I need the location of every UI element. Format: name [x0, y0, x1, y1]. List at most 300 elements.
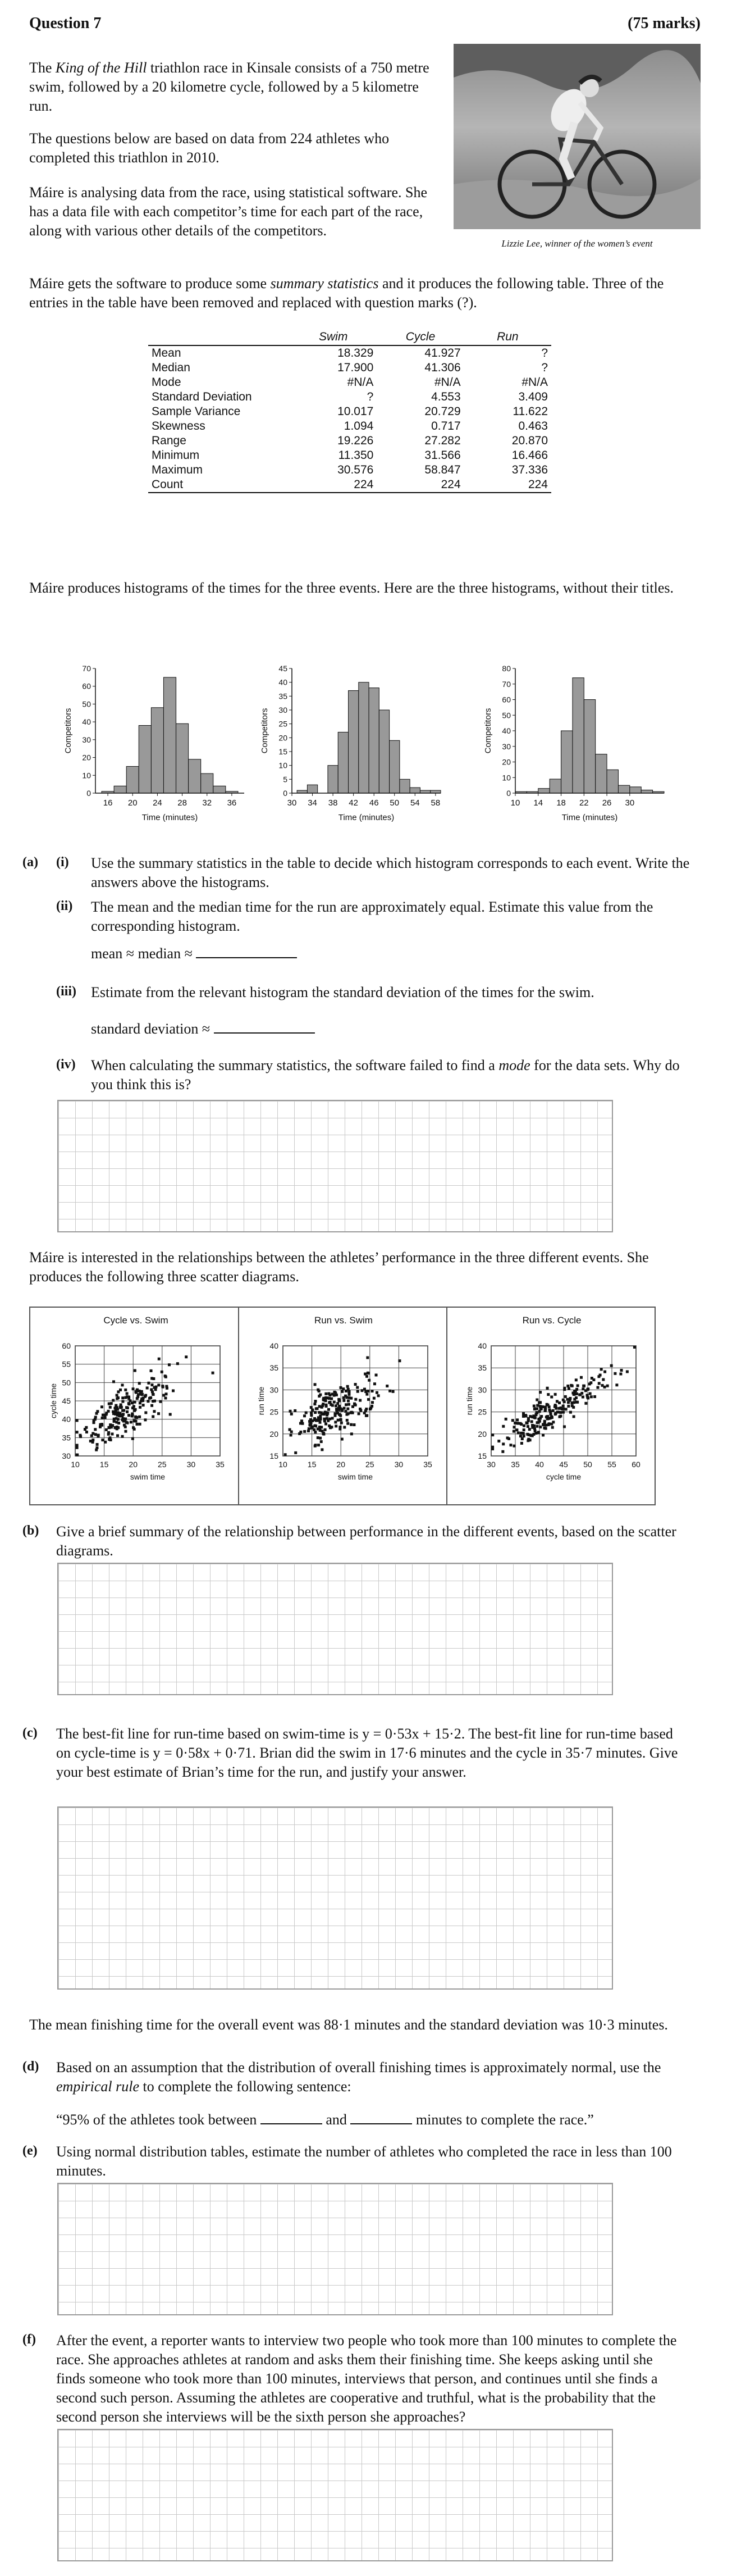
y-tick-label: 20 [478, 1429, 487, 1439]
scatter-point [85, 1431, 88, 1433]
scatter-point [126, 1392, 129, 1395]
histogram-bar [139, 725, 151, 793]
scatter-point [309, 1424, 312, 1427]
y-tick-label: 30 [278, 706, 287, 714]
scatter-point [603, 1386, 606, 1389]
part-e-label: (e) [22, 2143, 38, 2158]
scatter-point [121, 1435, 124, 1438]
scatter-point [577, 1384, 579, 1387]
scatter-point [161, 1385, 164, 1387]
x-tick-label: 35 [511, 1460, 520, 1469]
question-title: Question 7 [29, 15, 102, 32]
scatter-point [375, 1373, 378, 1376]
scatter-point [347, 1403, 350, 1406]
y-tick-label: 60 [62, 1341, 71, 1350]
scatter-point [348, 1390, 351, 1393]
photo-caption: Lizzie Lee, winner of the women’s event [501, 238, 653, 249]
scatter-point [340, 1422, 343, 1424]
stat-label: Count [152, 478, 184, 491]
scatter-point [520, 1432, 523, 1435]
scatter-run-vs-swim [241, 1310, 446, 1501]
cycle-value: 41.927 [424, 347, 461, 359]
histogram-bar [369, 688, 379, 793]
x-tick-label: 10 [71, 1460, 80, 1469]
scatter-point [76, 1446, 79, 1449]
x-axis-label: swim time [337, 1472, 373, 1481]
scatter-point [310, 1427, 313, 1430]
scatter-point [563, 1425, 566, 1428]
x-tick-label: 45 [559, 1460, 568, 1469]
scatter-point [533, 1427, 536, 1430]
scatter-point [563, 1388, 566, 1391]
scatter-point [534, 1432, 537, 1435]
answer-blank-upper[interactable] [350, 2110, 412, 2124]
scatter-point [116, 1412, 118, 1414]
scatter-point [115, 1421, 118, 1423]
y-tick-label: 35 [62, 1433, 71, 1442]
scatter-point [528, 1428, 531, 1431]
x-tick-label: 22 [579, 798, 589, 808]
scatter-point [317, 1436, 319, 1439]
scatter-point [548, 1417, 551, 1420]
x-tick-label: 30 [394, 1460, 404, 1469]
y-tick-label: 30 [502, 741, 511, 751]
scatter-point [505, 1418, 507, 1421]
x-tick-label: 10 [510, 798, 520, 808]
answer-grid-e[interactable] [57, 2183, 613, 2315]
part-a-ii-label: (ii) [56, 899, 73, 913]
stat-label: Minimum [152, 449, 200, 462]
scatter-point [535, 1413, 538, 1416]
scatter-point [315, 1419, 318, 1422]
scatter-point [350, 1432, 353, 1435]
scatter-point [118, 1414, 121, 1417]
y-tick-label: 30 [269, 1385, 278, 1395]
scatter-point [536, 1398, 538, 1401]
scatter-point [368, 1379, 370, 1382]
scatter-point [351, 1405, 354, 1408]
histogram-bar [338, 732, 348, 793]
answer-grid-a[interactable] [57, 1100, 613, 1232]
scatter-point [572, 1406, 575, 1409]
scatter-point [153, 1386, 156, 1389]
y-tick-label: 25 [478, 1407, 487, 1417]
scatter-point [298, 1432, 301, 1435]
part-b-text: Give a brief summary of the relationship between performance in the different events, based on the scatter diagrams. [56, 1523, 676, 1559]
scatter-point [150, 1369, 153, 1372]
cyclist-photo [454, 44, 701, 229]
scatter-point [139, 1406, 141, 1409]
scatter-point [152, 1415, 154, 1418]
scatter-point [150, 1388, 153, 1391]
x-tick-label: 58 [431, 798, 441, 808]
histogram-bar [618, 785, 629, 793]
scatter-point [491, 1446, 494, 1449]
answer-grid-f[interactable] [57, 2429, 613, 2561]
answer-grid-b[interactable] [57, 1563, 613, 1695]
scatter-point [550, 1413, 552, 1416]
intro-paragraph-2: The questions below are based on data from 224 athletes who completed this triathlon in 2010. [29, 130, 390, 166]
scatter-point [112, 1380, 115, 1383]
part-c-label: (c) [22, 1726, 38, 1740]
scatter-point [598, 1382, 601, 1385]
scatter-point [497, 1440, 500, 1442]
scatter-point [542, 1433, 545, 1436]
scatter-point [559, 1414, 562, 1417]
y-axis-label: Competitors [260, 708, 269, 754]
run-value: ? [541, 347, 548, 359]
run-value: ? [541, 361, 548, 374]
scatter-point [111, 1432, 113, 1435]
scatter-point [131, 1407, 134, 1409]
scatter-cycle-vs-swim [34, 1310, 238, 1501]
scatter-point [147, 1382, 150, 1385]
column-header-run: Run [497, 330, 519, 343]
part-d-text: Based on an assumption that the distribution of overall finishing times is approximately normal, use the empirical rule to complete the following sentence: [56, 2059, 661, 2095]
scatter-point [589, 1381, 592, 1384]
histogram-bar [151, 708, 163, 793]
scatter-point [76, 1444, 79, 1446]
scatter-point [76, 1419, 79, 1422]
cycle-value: 31.566 [424, 449, 461, 462]
scatter-point [307, 1430, 310, 1432]
y-tick-label: 35 [278, 691, 287, 701]
scatter-point [353, 1423, 355, 1426]
scatter-point [365, 1375, 368, 1378]
scatter-point [547, 1393, 550, 1396]
scatter-point [317, 1427, 319, 1430]
scatter-point [369, 1408, 372, 1410]
scatter-point [533, 1405, 536, 1408]
scatter-point [619, 1372, 622, 1375]
table-row [148, 448, 551, 463]
cycle-value: 27.282 [424, 434, 461, 447]
scatter-point [97, 1435, 99, 1437]
scatter-point [569, 1411, 572, 1414]
x-tick-label: 15 [307, 1460, 317, 1469]
scatter-point [115, 1417, 118, 1420]
answer-blank-lower[interactable] [260, 2110, 322, 2124]
scatter-point [94, 1433, 97, 1436]
scatter-point [120, 1406, 123, 1409]
scatter-point [164, 1397, 167, 1400]
cycle-value: 41.306 [424, 361, 461, 374]
scatter-point [303, 1414, 306, 1417]
plot-frame [283, 1346, 428, 1456]
scatter-point [79, 1434, 81, 1437]
x-axis-label: Time (minutes) [561, 813, 618, 822]
histogram-bar [596, 754, 607, 793]
scatter-point [550, 1395, 553, 1398]
scatter-point [320, 1440, 323, 1443]
swim-value: 18.329 [337, 347, 374, 359]
scatter-point [322, 1398, 325, 1401]
scatter-point [370, 1405, 373, 1408]
part-a-iv-label: (iv) [56, 1057, 76, 1072]
scatter-point [552, 1409, 555, 1412]
scatter-point [153, 1400, 156, 1403]
histogram-bar [114, 786, 126, 793]
scatter-point [104, 1416, 107, 1419]
y-tick-label: 10 [278, 761, 287, 770]
scatter-point [575, 1378, 578, 1381]
x-tick-label: 30 [487, 1460, 496, 1469]
scatter-point [140, 1393, 143, 1396]
x-tick-label: 16 [103, 798, 113, 808]
scatter-point [511, 1419, 514, 1422]
scatter-point [122, 1420, 125, 1423]
scatter-point [359, 1399, 362, 1401]
scatter-point [336, 1402, 339, 1405]
scatter-point [322, 1433, 325, 1436]
swim-value: ? [367, 390, 374, 403]
scatter-point [169, 1413, 172, 1416]
scatter-point [116, 1394, 118, 1396]
x-tick-label: 18 [556, 798, 566, 808]
scatter-point [121, 1400, 124, 1403]
scatter-point [185, 1355, 187, 1358]
scatter-point [138, 1416, 141, 1418]
histogram-bar [641, 790, 652, 793]
scatter-point [314, 1424, 317, 1427]
y-tick-label: 70 [82, 664, 91, 673]
scatter-point [528, 1433, 530, 1436]
y-tick-label: 35 [269, 1363, 278, 1373]
scatter-point [136, 1423, 139, 1426]
scatter-point [100, 1424, 103, 1427]
scatter-point [534, 1408, 537, 1410]
scatter-point [543, 1427, 546, 1430]
scatter-point [338, 1409, 341, 1412]
histogram-bar [607, 770, 618, 793]
scatter-point [289, 1428, 291, 1431]
histogram-bar [163, 677, 176, 793]
y-tick-label: 60 [82, 681, 91, 691]
scatter-point [554, 1413, 557, 1416]
scatter-point [398, 1359, 401, 1362]
swim-value: 1.094 [344, 420, 374, 433]
y-tick-label: 0 [86, 789, 91, 798]
scatter-point [144, 1411, 147, 1414]
histogram-bar [584, 700, 595, 794]
x-tick-label: 25 [365, 1460, 374, 1469]
column-header-cycle: Cycle [405, 330, 436, 343]
scatter-point [310, 1412, 313, 1414]
stat-label: Range [152, 434, 186, 447]
scatter-point [491, 1433, 494, 1436]
scatter-point [592, 1378, 595, 1381]
run-value: 224 [528, 478, 548, 491]
scatter-point [322, 1403, 324, 1405]
scatter-point [310, 1421, 313, 1424]
scatter-point [316, 1407, 319, 1410]
scatter-point [100, 1405, 103, 1408]
scatter-point [105, 1413, 108, 1416]
scatter-point [290, 1413, 293, 1416]
scatter-title: Run vs. Swim [314, 1315, 373, 1326]
scatter-title: Run vs. Cycle [522, 1315, 582, 1326]
scatter-point [575, 1392, 578, 1395]
scatter-point [330, 1426, 333, 1428]
scatter-point [590, 1395, 593, 1398]
histogram-bar [390, 740, 400, 793]
scatter-point [318, 1390, 321, 1392]
scatter-point [144, 1395, 147, 1398]
y-tick-label: 5 [283, 775, 287, 784]
scatter-point [350, 1423, 353, 1426]
x-tick-label: 20 [129, 1460, 138, 1469]
swim-value: 30.576 [337, 463, 374, 476]
y-tick-label: 25 [278, 719, 287, 729]
scatter-point [319, 1394, 322, 1396]
scatter-point [116, 1397, 118, 1400]
scatter-point [554, 1393, 557, 1396]
x-tick-label: 35 [423, 1460, 432, 1469]
scatter-point [337, 1419, 340, 1422]
y-axis-label: run time [257, 1386, 266, 1416]
answer-blank-sd[interactable] [214, 1019, 315, 1034]
scatter-point [543, 1406, 546, 1409]
y-tick-label: 50 [502, 711, 511, 720]
y-tick-label: 15 [278, 747, 287, 756]
scatter-point [105, 1428, 108, 1431]
histogram-bar [201, 773, 213, 793]
x-tick-label: 54 [410, 798, 420, 808]
scatter-point [108, 1426, 111, 1429]
scatter-point [319, 1417, 322, 1420]
scatter-point [626, 1370, 629, 1373]
scatter-point [93, 1419, 95, 1422]
scatter-point [373, 1397, 376, 1400]
mean-sd-text: The mean finishing time for the overall event was 88·1 minutes and the standard deviation was 10·3 minutes. [29, 2017, 668, 2033]
scatter-point [328, 1418, 331, 1421]
scatter-point [365, 1393, 368, 1396]
scatter-point [113, 1426, 116, 1429]
scatter-title: Cycle vs. Swim [103, 1315, 168, 1326]
run-value: 16.466 [511, 449, 548, 462]
scatter-point [134, 1401, 136, 1404]
scatter-point [338, 1426, 341, 1428]
x-tick-label: 50 [390, 798, 400, 808]
histogram-bar [307, 785, 317, 793]
scatter-point [551, 1426, 554, 1429]
table-row [148, 390, 551, 404]
run-value: 37.336 [511, 463, 548, 476]
scatter-point [519, 1422, 521, 1425]
scatter-point [561, 1408, 564, 1410]
scatter-point [356, 1386, 359, 1389]
scatter-point [342, 1399, 345, 1402]
scatter-point [111, 1424, 114, 1427]
scatter-point [527, 1425, 529, 1428]
stat-label: Standard Deviation [152, 390, 252, 403]
scatter-point [539, 1426, 542, 1428]
y-axis-label: run time [465, 1386, 474, 1416]
scatter-point [606, 1385, 609, 1387]
scatter-point [523, 1435, 525, 1437]
x-tick-label: 28 [177, 798, 187, 808]
scatter-point [516, 1422, 519, 1425]
scatter-point [506, 1436, 509, 1439]
part-f-text: After the event, a reporter wants to interview two people who took more than 100 minutes to complete the race. She approaches athletes at random and asks them their finishing time. She keeps asking until she finds someone who took more than 100 minutes, interviews that person, and continues until she finds a second such person. Assuming the athletes are cooperative and truthful, what is the probability that the second person she interviews will be the sixth person she approaches? [56, 2332, 677, 2425]
scatter-point [580, 1376, 583, 1379]
scatter-point [550, 1423, 553, 1426]
scatter-point [562, 1411, 565, 1414]
scatter-point [126, 1422, 129, 1424]
answer-grid-c[interactable] [57, 1806, 613, 1990]
cycle-value: 58.847 [424, 463, 461, 476]
y-tick-label: 15 [478, 1451, 487, 1460]
y-tick-label: 50 [62, 1378, 71, 1387]
scatter-point [603, 1371, 606, 1373]
x-tick-label: 34 [308, 798, 317, 808]
scatter-point [530, 1420, 533, 1423]
table-row [148, 419, 551, 434]
part-a-iv-text: When calculating the summary statistics, the software failed to find a mode for the data sets. Why do you think this is? [91, 1057, 680, 1093]
scatter-point [520, 1442, 523, 1445]
scatter-point [141, 1399, 144, 1402]
y-tick-label: 20 [82, 753, 91, 762]
histogram-bar [213, 786, 226, 793]
swim-value: 11.350 [338, 449, 374, 462]
scatter-point [96, 1443, 99, 1446]
y-tick-label: 35 [478, 1363, 487, 1373]
scatter-point [377, 1394, 380, 1397]
scatter-point [301, 1422, 304, 1425]
x-tick-label: 46 [369, 798, 379, 808]
scatter-point [104, 1441, 107, 1444]
scatter-point [101, 1439, 104, 1441]
scatter-point [523, 1428, 525, 1431]
summary-intro: Máire gets the software to produce some summary statistics and it produces the following table. Three of the entries in the table have been removed and replaced with question marks (?). [29, 275, 664, 311]
stat-label: Skewness [152, 420, 205, 433]
scatter-point [127, 1414, 130, 1417]
scatter-point [573, 1415, 575, 1418]
scatter-point [371, 1401, 374, 1404]
scatter-point [514, 1422, 516, 1424]
y-tick-label: 40 [502, 726, 511, 735]
scatter-point [108, 1438, 111, 1441]
y-tick-label: 55 [62, 1359, 71, 1369]
scatter-point [130, 1421, 132, 1423]
summary-table [148, 329, 551, 493]
scatter-point [536, 1404, 539, 1407]
answer-blank-mean[interactable] [196, 944, 297, 958]
scatter-point [585, 1394, 588, 1396]
scatter-run-vs-cycle [450, 1310, 654, 1501]
scatter-point [153, 1410, 155, 1413]
scatter-point [526, 1422, 529, 1424]
scatter-point [325, 1405, 328, 1408]
part-c-text: The best-fit line for run-time based on swim-time is y = 0·53x + 15·2. The best-fit line for run-time based on cycle-time is y = 0·58x + 0·71. Brian did the swim in 17·6 minutes and the cycle in 35·7 minutes. Give your best estimate of Brian’s time for the run, and justify your answer. [56, 1726, 678, 1780]
race-name: King of the Hill [55, 60, 147, 76]
scatter-intro: Máire is interested in the relationships between the athletes’ performance in the three different events. She produces the following three scatter diagrams. [29, 1249, 649, 1285]
y-tick-label: 20 [502, 757, 511, 767]
scatter-point [314, 1383, 317, 1386]
x-tick-label: 36 [227, 798, 237, 808]
scatter-point [348, 1396, 351, 1399]
scatter-point [544, 1409, 547, 1412]
part-d-label: (d) [22, 2059, 39, 2074]
marks-label: (75 marks) [628, 15, 701, 32]
stat-label: Median [152, 361, 190, 374]
scatter-point [328, 1392, 331, 1395]
y-tick-label: 30 [82, 735, 91, 744]
part-a-label: (a) [22, 855, 38, 870]
scatter-point [547, 1423, 550, 1426]
scatter-point [335, 1394, 338, 1396]
scatter-point [131, 1437, 134, 1440]
